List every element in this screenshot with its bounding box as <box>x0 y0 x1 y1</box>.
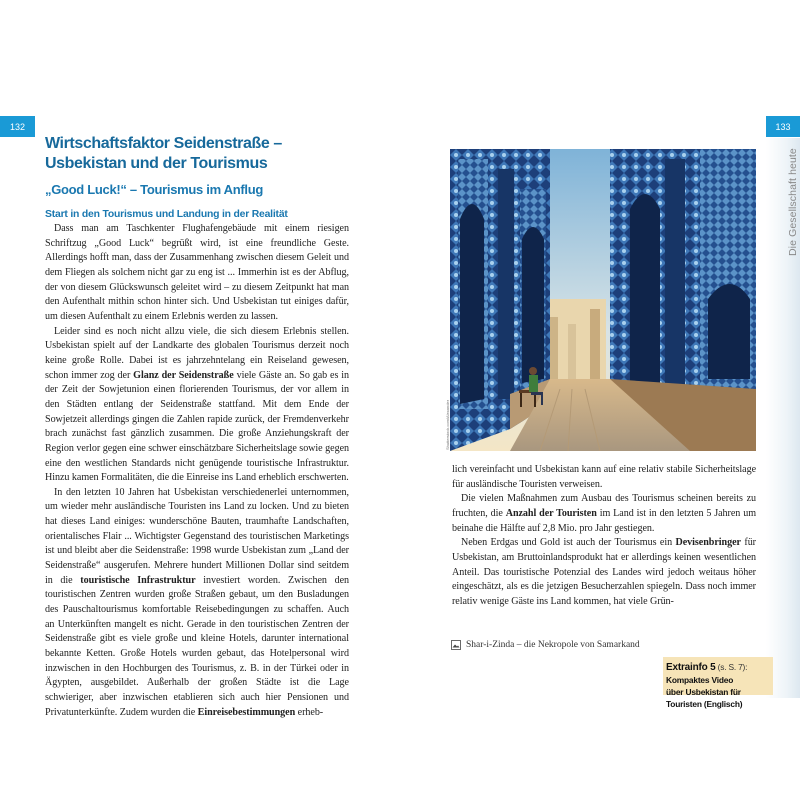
left-paragraph-3: In den letzten 10 Jahren hat Usbekistan verschiedenerlei unternommen, um wieder mehr ausländische Touristen ins Land zu locken. Und zu bieten hat dieses Land einiges: wunderschöne Bauten, traumhafte Landschaften, orientalisches Flair ... Wichtigster Gegenstand des touristischen Marketings ist und bleibt aber die Seidenstraße: 1998 wurde Usbekistan zum „Land der Seidenstraße“ ausgerufen. Mehrere hundert Millionen Dollar sind seitdem in die touristische Infrastruktur investiert worden. Zwischen den touristischen Zentren wurden große Straßen gebaut, um den Busladungen des Pauschaltourismus komfortable Reisebedingungen zu schaffen. Auch an Unterkünften mangelt es nicht. Gerade in den touristischen Zentren der Seidenstraße gibt es viele große und kleine Hotels, darunter international bekannte Ketten. Große Hotels wurden gebaut, das Hotelpersonal wird inzwischen in den Hochburgen des Tourismus, z. B. in der Türkei oder in Ägypten, ausgebildet. Außerhalb der großen Städte ist die Lage schwieriger, aber inzwischen etablieren sich auch hier Pensionen und Privatunterkünfte. Zudem wurden die Einreisebestimmungen erheb- <box>45 486 349 718</box>
extrainfo-line1: Extrainfo 5 (s. S. 7): Kompaktes Video <box>666 662 748 685</box>
chapter-side-label-text: Die Gesellschaft heute <box>787 148 799 256</box>
article-title-line2: Usbekistan und der Tourismus <box>45 154 268 172</box>
right-paragraph-1: lich vereinfacht und Usbekistan kann auf eine relativ stabile Sicherheitslage für ausländische Touristen verweisen. <box>452 464 756 490</box>
article-title <box>45 134 305 173</box>
photo-caption-text: Shar-i-Zinda – die Nekropole von Samarkand <box>466 640 640 650</box>
right-paragraph-3: Neben Erdgas und Gold ist auch der Tourismus ein Devisenbringer für Usbekistan, am Bruttoinlandsprodukt hat er allerdings keinen wesentlichen Anteil. Das touristische Potenzial des Landes wird jedoch weitaus höher eingeschätzt, als es die jetzigen Besucherzahlen spiegeln. Dass noch immer relativ wenige Gäste ins Land kommen, hat viele Grün- <box>452 537 756 607</box>
chapter-side-label <box>774 146 799 256</box>
page-number-left: 132 <box>0 116 35 137</box>
section-heading: Start in den Tourismus und Landung in der Realität <box>45 209 288 220</box>
camera-icon <box>451 640 461 650</box>
right-text-column <box>452 463 756 610</box>
right-paragraph-2: Die vielen Maßnahmen zum Ausbau des Tourismus scheinen bereits zu fruchten, die Anzahl der Touristen im Land ist in den letzten 5 Jahren um beinahe die Hälfte auf 2,8 Mio. pro Jahr gestiegen. <box>452 493 756 534</box>
left-paragraph-1: Dass man am Taschkenter Flughafengebäude mit einem riesigen Schriftzug „Good Luck“ begrüßt wird, ist eine freundliche Geste. Allerdings hofft man, dass der Zusammenhang zwischen diesem Geleit und dem Fliegen als solchem nicht gar zu eng ist ... Immerhin ist es der Abflug, der von diesem Glückswunsch geleitet wird – zu diesem Zeitpunkt hat man den Aufenthalt mithin schon hinter sich. Und Usbekistan tut einiges dafür, um diesen Aufenthalt zu einem Erlebnis werden zu lassen. <box>45 223 349 322</box>
shah-i-zinda-photo <box>450 149 756 451</box>
extrainfo-line2: über Usbekistan für Touristen (Englisch) <box>666 687 743 709</box>
left-text-column <box>45 222 349 720</box>
extrainfo-box[interactable] <box>663 657 773 709</box>
photo-credit-text: Shutterstock.com/Alexander <box>445 399 450 450</box>
photo-credit <box>438 399 450 450</box>
page-number-right: 133 <box>766 116 800 137</box>
article-subtitle: „Good Luck!“ – Tourismus im Anflug <box>45 182 264 197</box>
article-title-line1: Wirtschaftsfaktor Seidenstraße – <box>45 135 282 152</box>
left-paragraph-2: Leider sind es noch nicht allzu viele, die sich diesem Erlebnis stellen. Usbekistan spielt auf der Landkarte des globalen Tourismus derzeit noch keine große Rolle. Dabei ist es jahrzehntelang ein Reiseland gewesen, schon immer zog der Glanz der Seidenstraße viele Gäste an. So gab es in der Zeit der Sowjetunion einen florierenden Tourismus, der vor allem in den Städten entlang der Seidenstraße stattfand. Mit dem Ende der Sowjetzeit allerdings gingen die Zahlen rapide zurück, der Fremdenverkehr brach zunächst fast gänzlich zusammen. Die große Anziehungskraft der Region verlor gegen eine schwer einschätzbare Sicherheitslage sowie gegen eine den westlichen Standards nicht genügende touristische Infrastruktur. Hinzu kamen Formalitäten, die die Einreise ins Land erheblich erschwerten. <box>45 325 350 484</box>
photo-caption <box>451 640 640 650</box>
